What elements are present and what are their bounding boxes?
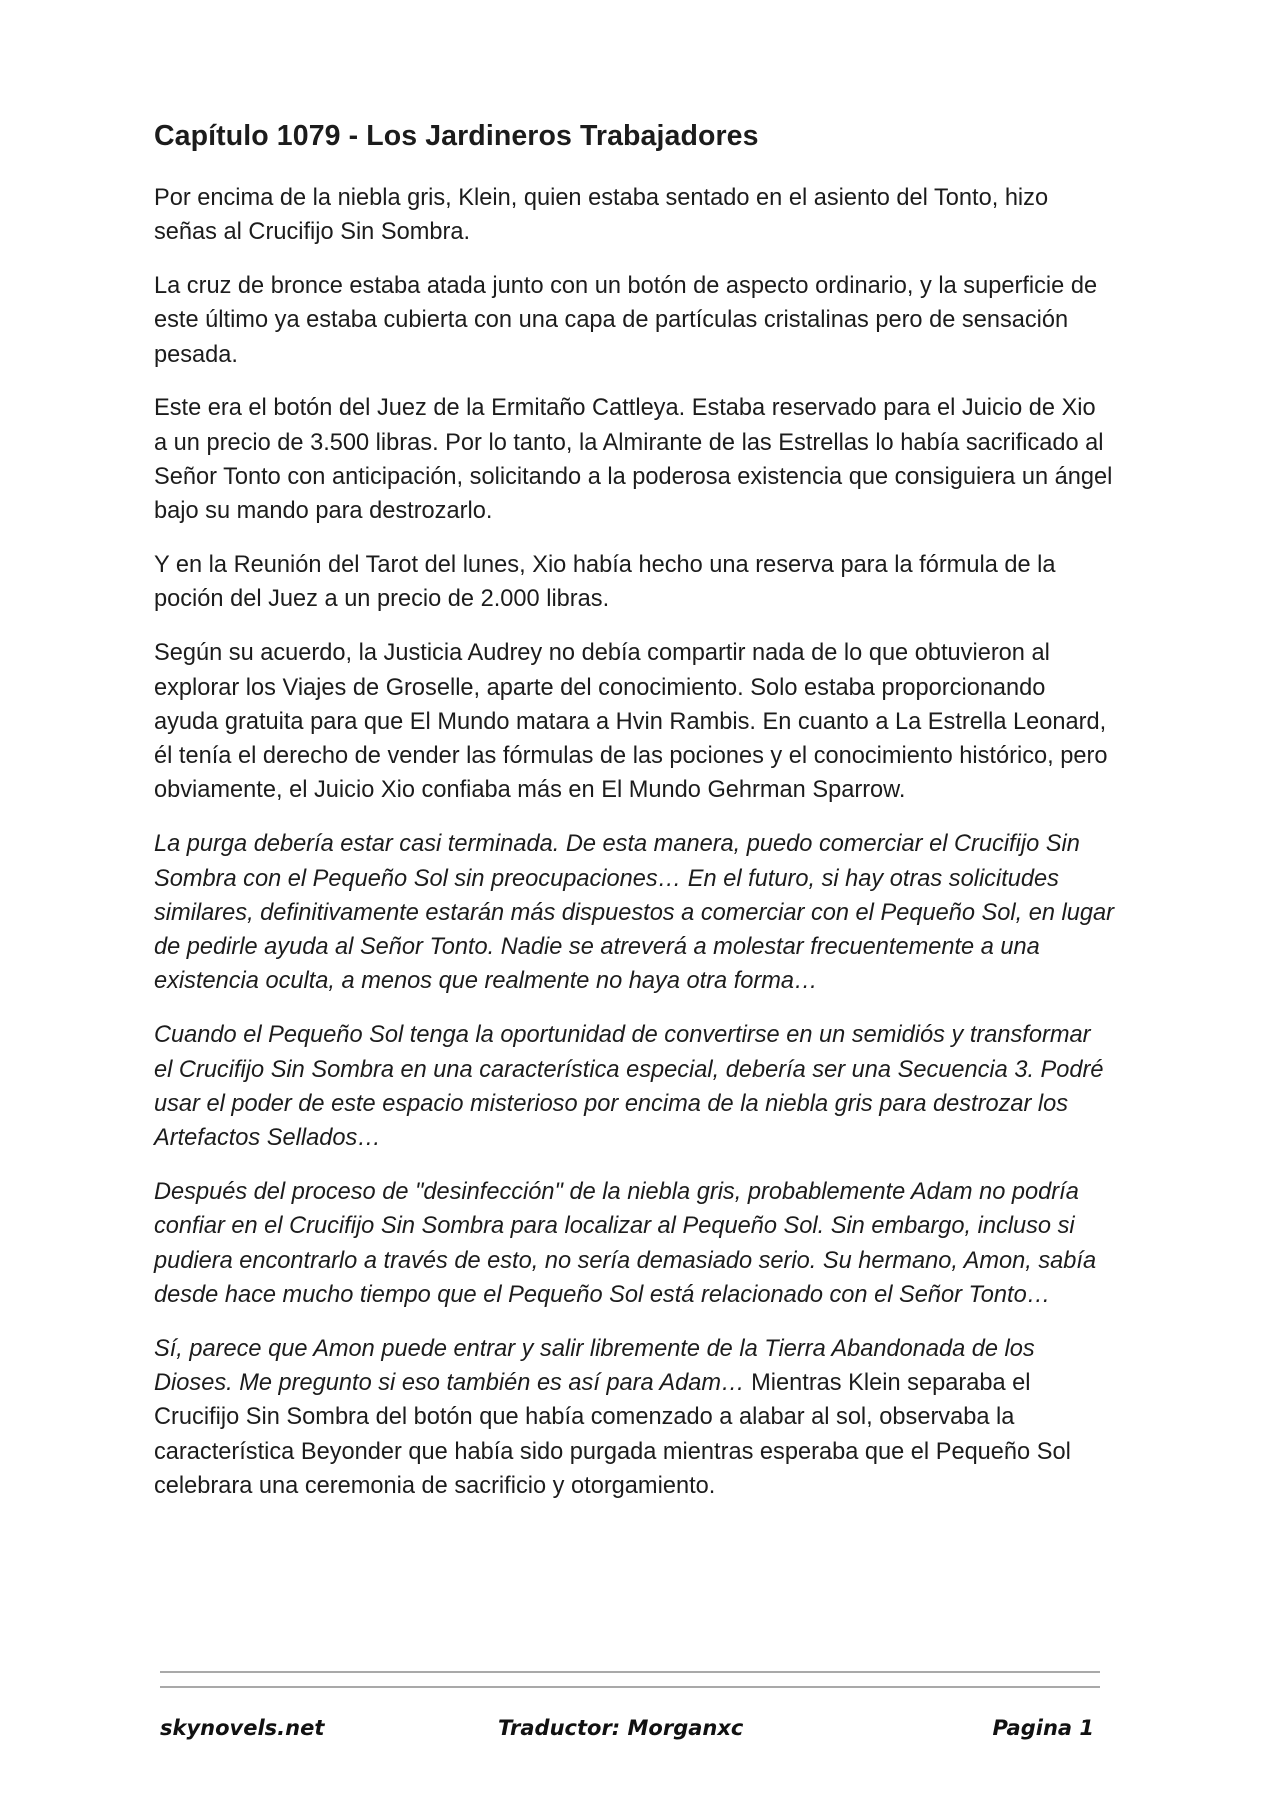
- chapter-title: Capítulo 1079 - Los Jardineros Trabajadores: [154, 120, 759, 152]
- footer-translator: Traductor: Morganxc: [498, 1716, 744, 1740]
- footer-rule-bottom: [160, 1686, 1100, 1688]
- footer-site: skynovels.net: [160, 1716, 325, 1740]
- paragraph-5-text: Según su acuerdo, la Justicia Audrey no debía compartir nada de lo que obtuvieron al explorar los Viajes de Groselle, aparte del conocimiento. Solo estaba proporcionando ayuda gratuita para que El Mundo matara a Hvin Rambis. En cuanto a La Estrella Leonard, él tenía el derecho de vender las fórmulas de las pociones y el conocimiento histórico, pero obviamente, el Juicio Xio confiaba más en El Mundo Gehrman Sparrow.: [154, 640, 1108, 804]
- paragraph-3-text: Este era el botón del Juez de la Ermitaño Cattleya. Estaba reservado para el Juicio de Xio a un precio de 3.500 libras. Por lo tanto, la Almirante de las Estrellas lo había sacrificado al Señor Tonto con anticipación, solicitando a la poderosa existencia que consiguiera un ángel bajo su mando para destrozarlo.: [154, 395, 1113, 525]
- paragraph-6: [154, 827, 1114, 998]
- paragraph-1: [154, 181, 1114, 250]
- paragraph-8-italic: Después del proceso de "desinfección" de la niebla gris, probablemente Adam no podría confiar en el Crucifijo Sin Sombra para localizar al Pequeño Sol. Sin embargo, incluso si pudiera encontrarlo a través de esto, no sería demasiado serio. Su hermano, Amon, sabía desde hace mucho tiempo que el Pequeño Sol está relacionado con el Señor Tonto…: [154, 1178, 1097, 1308]
- paragraph-7-italic: Cuando el Pequeño Sol tenga la oportunidad de convertirse en un semidiós y transformar el Crucifijo Sin Sombra en una característica especial, debería ser una Secuencia 3. Podré usar el poder de este espacio misterioso por encima de la niebla gris para destrozar los Artefactos Sellados…: [154, 1022, 1104, 1152]
- paragraph-5: [154, 636, 1114, 807]
- paragraph-9-text: Mientras Klein separaba el Crucifijo Sin Sombra del botón que había comenzado a alabar al sol, observaba la característica Beyonder que había sido purgada mientras esperaba que el Pequeño Sol celebrara una ceremonia de sacrificio y otorgamiento.: [154, 1369, 1071, 1499]
- paragraph-9-italic: Sí, parece que Amon puede entrar y salir libremente de la Tierra Abandonada de los Dioses. Me pregunto si eso también es así para Adam…: [154, 1335, 1035, 1396]
- paragraph-2-text: La cruz de bronce estaba atada junto con un botón de aspecto ordinario, y la superficie de este último ya estaba cubierta con una capa de partículas cristalinas pero de sensación pesada.: [154, 273, 1098, 368]
- paragraph-8: [154, 1175, 1114, 1312]
- footer-page-number: Pagina 1: [992, 1716, 1094, 1740]
- chapter-content: [154, 120, 1114, 1523]
- paragraph-6-italic: La purga debería estar casi terminada. De esta manera, puedo comerciar el Crucifijo Sin Sombra con el Pequeño Sol sin preocupaciones… En el futuro, si hay otras solicitudes similares, definitivamente estarán más dispuestos a comerciar con el Pequeño Sol, en lugar de pedirle ayuda al Señor Tonto. Nadie se atreverá a molestar frecuentemente a una existencia oculta, a menos que realmente no haya otra forma…: [154, 831, 1114, 995]
- page-footer: [160, 1716, 1094, 1746]
- paragraph-1-text: Por encima de la niebla gris, Klein, quien estaba sentado en el asiento del Tonto, hizo señas al Crucifijo Sin Sombra.: [154, 185, 1049, 246]
- paragraph-2: [154, 269, 1114, 372]
- paragraph-4-text: Y en la Reunión del Tarot del lunes, Xio había hecho una reserva para la fórmula de la poción del Juez a un precio de 2.000 libras.: [154, 552, 1056, 613]
- footer-divider: [160, 1671, 1100, 1688]
- paragraph-4: [154, 548, 1114, 617]
- paragraph-9: [154, 1332, 1114, 1503]
- footer-rule-top: [160, 1671, 1100, 1673]
- paragraph-3: [154, 391, 1114, 528]
- paragraph-7: [154, 1018, 1114, 1155]
